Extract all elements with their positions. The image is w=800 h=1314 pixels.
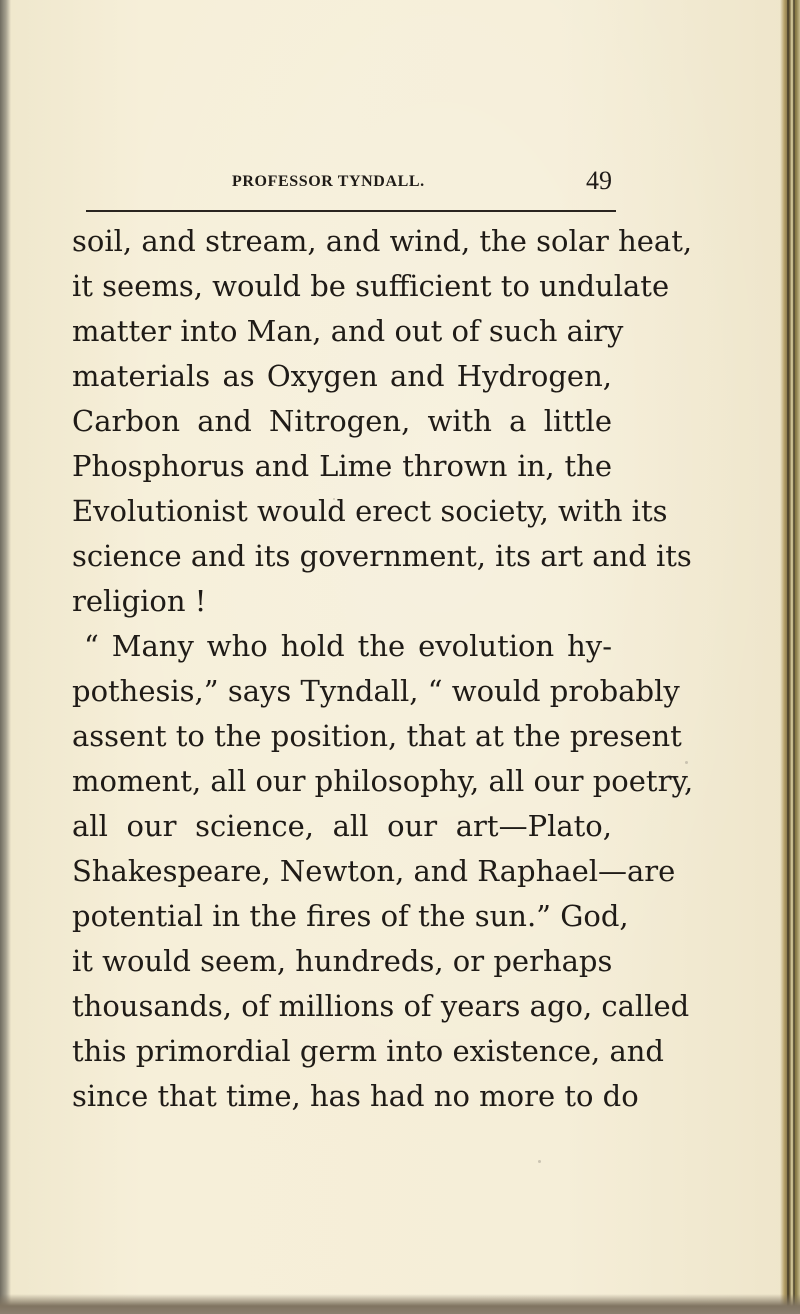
text-line: Carbon and Nitrogen, with a little bbox=[72, 404, 612, 438]
page-number: 49 bbox=[586, 166, 612, 195]
text-line: Evolutionist would erect society, with its bbox=[72, 494, 668, 528]
text-line: Phosphorus and Lime thrown in, the bbox=[72, 449, 612, 483]
text-line: potential in the fires of the sun.” God, bbox=[72, 899, 629, 933]
text-line: “ Many who hold the evolution hy- bbox=[84, 629, 612, 663]
text-line: since that time, has had no more to do bbox=[72, 1079, 639, 1113]
text-line: soil, and stream, and wind, the solar heat, bbox=[72, 224, 693, 258]
text-line: it would seem, hundreds, or perhaps bbox=[72, 944, 613, 978]
text-line: science and its government, its art and its bbox=[72, 539, 692, 573]
text-line: matter into Man, and out of such airy bbox=[72, 314, 624, 348]
text-line: pothesis,” says Tyndall, “ would probably bbox=[72, 674, 680, 708]
paper-speck bbox=[538, 1160, 541, 1163]
page-header bbox=[72, 166, 612, 210]
text-line: thousands, of millions of years ago, called bbox=[72, 989, 690, 1023]
text-line: religion ! bbox=[72, 584, 207, 618]
page-edge-right bbox=[780, 0, 800, 1314]
text-line: Shakespeare, Newton, and Raphael—are bbox=[72, 854, 676, 888]
binding-shadow bbox=[0, 0, 11, 1314]
text-line: materials as Oxygen and Hydrogen, bbox=[72, 359, 612, 393]
text-line: assent to the position, that at the present bbox=[72, 719, 682, 753]
text-line: moment, all our philosophy, all our poetry, bbox=[72, 764, 694, 798]
header-rule bbox=[86, 210, 616, 212]
page-edge-bottom bbox=[0, 1294, 800, 1314]
text-line: this primordial germ into existence, and bbox=[72, 1034, 664, 1068]
text-line: it seems, would be sufficient to undulate bbox=[72, 269, 670, 303]
text-line: all our science, all our art—Plato, bbox=[72, 809, 612, 843]
running-head: PROFESSOR TYNDALL. bbox=[232, 173, 425, 190]
